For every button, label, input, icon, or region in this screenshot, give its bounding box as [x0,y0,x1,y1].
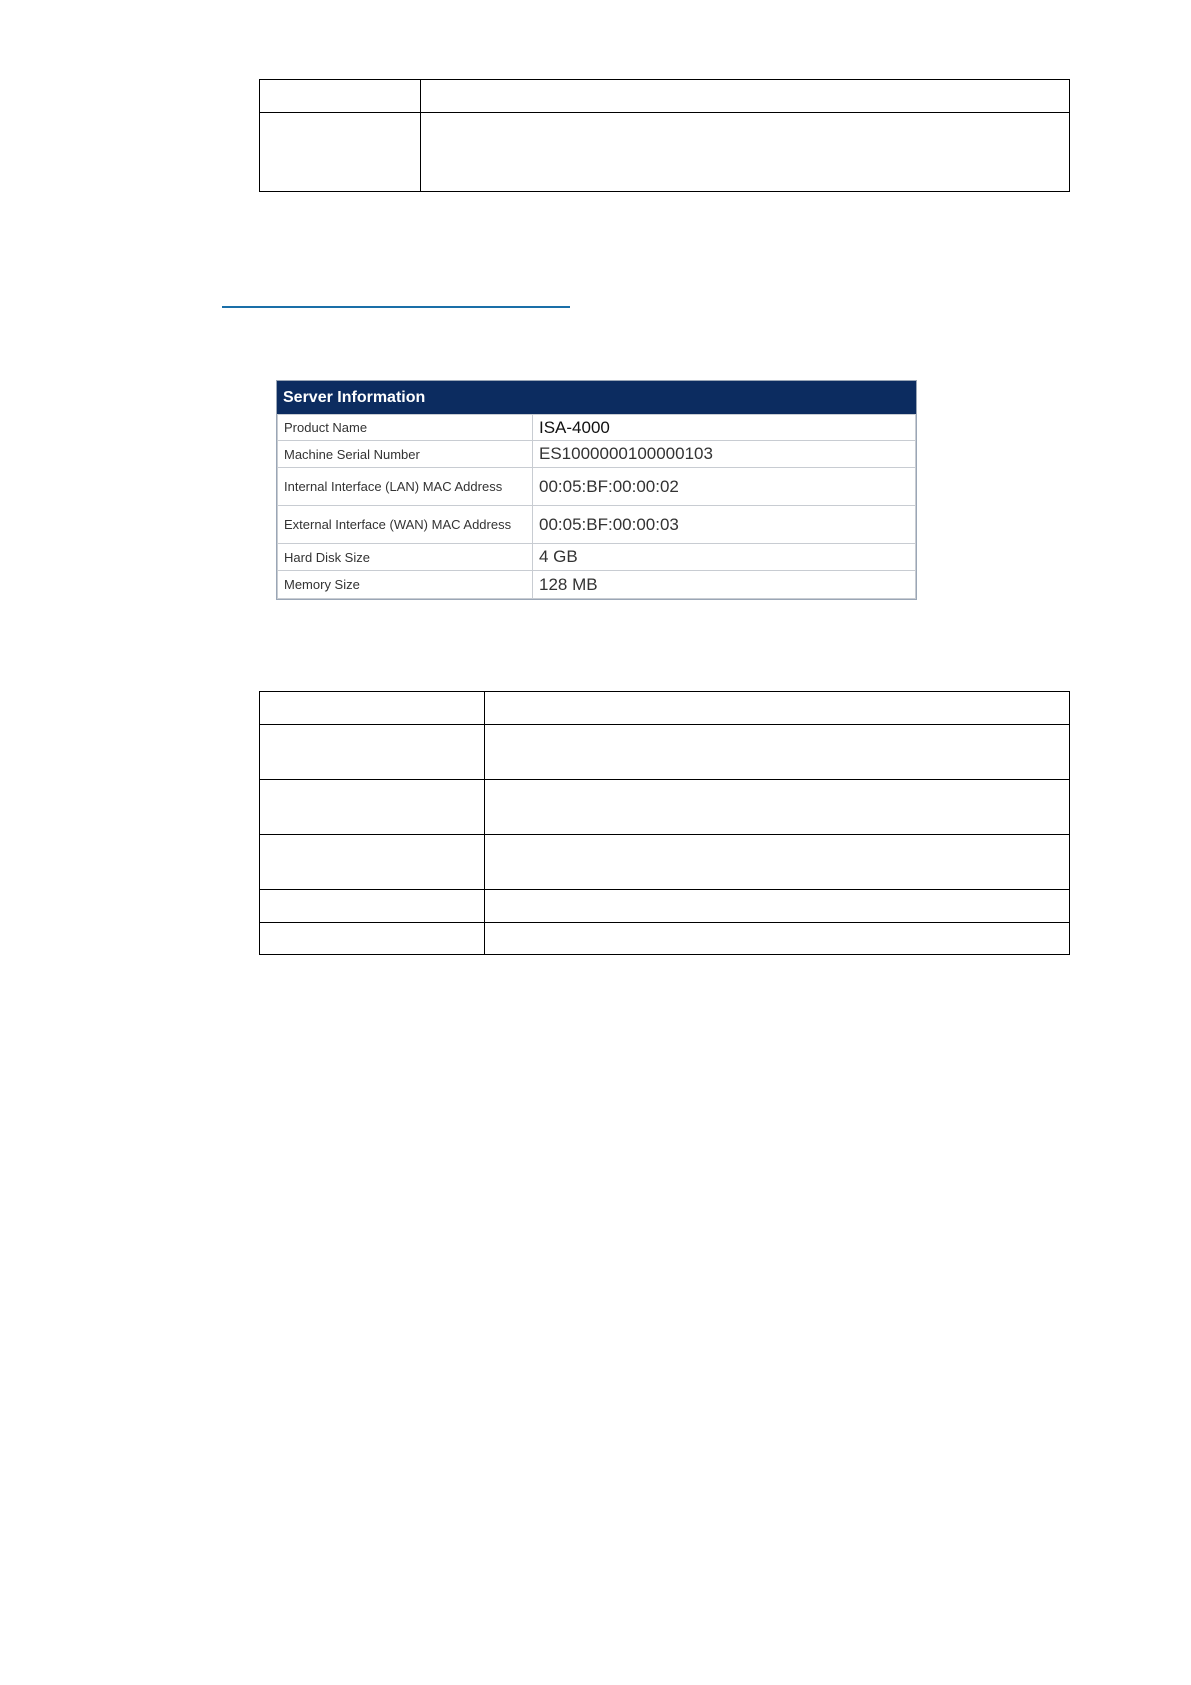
table-row [260,890,1070,923]
table-cell [260,113,421,192]
table-cell [260,923,485,955]
table-cell [260,890,485,923]
table-row [260,80,1070,113]
table-cell [421,80,1070,113]
table-row [278,571,916,599]
table-row [260,113,1070,192]
section-link-underline[interactable] [222,306,570,308]
table-row [260,923,1070,955]
table-row [260,725,1070,780]
server-information-title: Server Information [277,381,916,414]
table-row [278,415,916,441]
table-cell [260,835,485,890]
table-row [278,544,916,571]
server-information-table [277,414,916,599]
table-cell [485,923,1070,955]
table-cell [260,80,421,113]
hard-disk-size-label: Hard Disk Size [278,544,533,571]
table-cell [485,780,1070,835]
table-row [260,780,1070,835]
table-row [260,692,1070,725]
serial-number-label: Machine Serial Number [278,441,533,468]
server-information-panel [276,380,917,600]
top-document-table [259,79,1070,192]
lan-mac-value: 00:05:BF:00:00:02 [533,468,916,506]
serial-number-value: ES1000000100000103 [533,441,916,468]
table-row [278,468,916,506]
product-name-label: Product Name [278,415,533,441]
product-name-value: ISA-4000 [533,415,916,441]
wan-mac-value: 00:05:BF:00:00:03 [533,506,916,544]
table-cell [260,725,485,780]
table-cell [421,113,1070,192]
table-cell [485,725,1070,780]
memory-size-label: Memory Size [278,571,533,599]
table-cell [485,835,1070,890]
bottom-document-table [259,691,1070,955]
memory-size-value: 128 MB [533,571,916,599]
lan-mac-label: Internal Interface (LAN) MAC Address [278,468,533,506]
wan-mac-label: External Interface (WAN) MAC Address [278,506,533,544]
table-row [260,835,1070,890]
table-row [278,441,916,468]
table-cell [260,692,485,725]
table-cell [485,692,1070,725]
table-row [278,506,916,544]
table-cell [485,890,1070,923]
hard-disk-size-value: 4 GB [533,544,916,571]
table-cell [260,780,485,835]
